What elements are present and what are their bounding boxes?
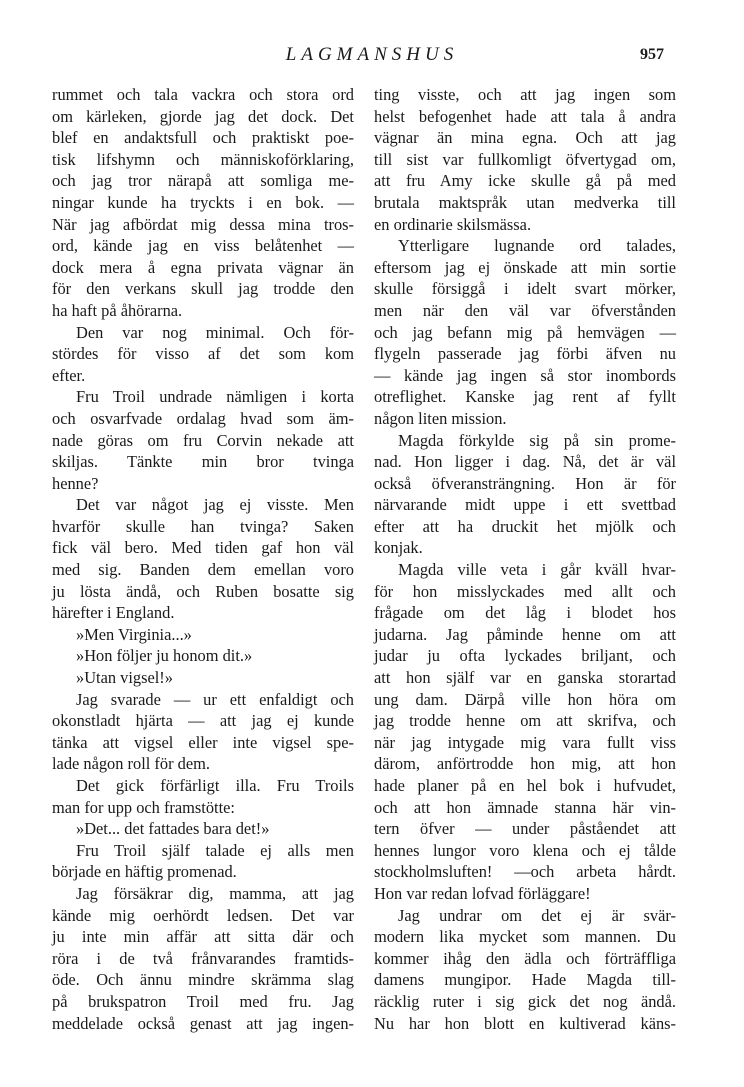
text-line: Det var något jag ej visste. Men (76, 495, 354, 515)
text-line: kommer ihåg den ädla och förträffliga (374, 948, 676, 968)
text-line: Jag svarade — ur ett enfaldigt och (76, 689, 354, 709)
text-line: — kände jag ingen så stor inombords (374, 365, 676, 385)
text-line: kände mig oerhördt ledsen. Det var (52, 905, 354, 925)
text-line: för den verkans skull jag trodde den (52, 279, 354, 299)
text-line: efter att ha druckit het mjölk och (374, 516, 676, 536)
text-line: När jag afbördat mig dessa mina tros- (52, 214, 354, 234)
text-line: ord, kände jag en viss belåtenhet — (52, 236, 354, 256)
text-line: öde. Och ännu mindre skrämma slag (52, 970, 354, 990)
text-line: eftersom jag ej önskade att min sortie (374, 257, 676, 277)
text-line: på brukspatron Troil med fru. Jag (52, 991, 354, 1011)
text-line: skiljas. Tänkte min bror tvinga (52, 452, 354, 472)
text-line: därom, anförtrodde hon mig, att hon (374, 754, 676, 774)
text-line: och jag befann mig på hemvägen — (374, 322, 676, 342)
text-line: frågade om det låg i blodet hos (374, 603, 676, 623)
text-line: vägnar än mina egna. Och att jag (374, 128, 676, 148)
text-line: modern lika mycket som mannen. Du (374, 927, 676, 947)
text-line: nad. Hon ligger i dag. Nå, det är väl (374, 452, 676, 472)
text-line: stördes för visso af det som kom (52, 344, 354, 364)
text-line: för hon misslyckades med allt och (374, 581, 676, 601)
text-line: ung dam. Därpå ville hon höra om (374, 689, 676, 709)
text-line: ningar kunde ha tryckts i en bok. — (52, 192, 354, 212)
text-line: tisk lifshymn och människoförklaring, (52, 149, 354, 169)
text-line: tänka att vigsel eller inte vigsel spe- (52, 732, 354, 752)
text-line: hvarför skulle han tvinga? Saken (52, 516, 354, 536)
left-text-column (52, 84, 354, 1034)
text-line: närvarande midt uppe i ett svettbad (374, 495, 676, 515)
text-line: efter. (52, 365, 86, 385)
text-line: »Utan vigsel!» (76, 668, 173, 688)
text-line: någon liten mission. (374, 408, 507, 428)
text-line: också öfveransträngning. Hon är för (374, 473, 676, 493)
text-line: hennes lungor voro klena och ej tålde (374, 840, 676, 860)
text-line: röra i de två frånvarandes framtids- (52, 948, 354, 968)
text-line: judar ju ofta lyckades briljant, och (374, 646, 676, 666)
text-line: nade göras om fru Corvin nekade att (52, 430, 354, 450)
text-line: men när den väl var öfverstånden (374, 300, 676, 320)
text-line: ju inte min affär att sitta där och (52, 927, 354, 947)
text-line: och osvarfvade ordalag hvad som äm- (52, 408, 354, 428)
text-line: Nu har hon blott en kultiverad käns- (374, 1013, 676, 1033)
text-line: Magda ville veta i går kväll hvar- (398, 560, 676, 580)
text-line: dock mera å egna privata vägnar än (52, 257, 354, 277)
text-line: när jag intygade mig vara fullt viss (374, 732, 676, 752)
text-line: ting visste, och att jag ingen som (374, 85, 676, 104)
text-line: blef en andaktsfull och praktiskt poe- (52, 128, 354, 148)
text-line: »Men Virginia...» (76, 624, 192, 644)
text-line: flygeln passerade jag förbi äfven nu (374, 344, 676, 364)
text-line: brutala maktspråk utan medverka till (374, 192, 676, 212)
text-line: rummet och tala vackra och stora ord (52, 85, 354, 104)
running-header-title: LAGMANSHUS (285, 44, 459, 65)
text-line: konjak. (374, 538, 423, 558)
text-line: började en häftig promenad. (52, 862, 237, 882)
text-line: Magda förkylde sig på sin prome- (398, 430, 676, 450)
text-line: henne? (52, 473, 99, 493)
text-line: otreflighet. Kanske jag rent af fyllt (374, 387, 676, 407)
text-line: Hon var redan lofvad förläggare! (374, 883, 591, 903)
text-line: om kärleken, gjorde jag det dock. Det (52, 106, 354, 126)
text-line: med sig. Banden dem emellan voro (52, 560, 354, 580)
text-line: att hon själf var en ganska storartad (374, 668, 676, 688)
text-line: man for upp och framstötte: (52, 797, 235, 817)
text-line: ha haft på åhörarna. (52, 300, 183, 320)
text-line: Ytterligare lugnande ord talades, (398, 236, 676, 256)
text-line: tern öfver — under påståendet att (374, 819, 676, 839)
text-line: meddelade också genast att jag ingen- (52, 1013, 354, 1033)
text-line: skulle försiggå i idelt svart mörker, (374, 279, 676, 299)
right-text-column (374, 84, 676, 1034)
text-line: härefter i England. (52, 603, 175, 623)
text-line: »Hon följer ju honom dit.» (76, 646, 253, 666)
text-line: Fru Troil undrade nämligen i korta (76, 387, 354, 407)
text-line: hade planer på en hel bok i hufvudet, (374, 776, 676, 795)
text-line: en ordinarie skilsmässa. (374, 214, 532, 234)
text-line: räcklig ruter i sig gick det nog ändå. (374, 991, 676, 1011)
text-line: lade någon roll för dem. (52, 754, 210, 774)
text-line: okonstladt hjärta — att jag ej kunde (52, 711, 354, 731)
text-line: Jag försäkrar dig, mamma, att jag (76, 883, 354, 903)
text-line: »Det... det fattades bara det!» (76, 819, 270, 839)
text-line: Den var nog minimal. Och för- (76, 322, 354, 342)
text-line: jag trodde henne om att skrifva, och (374, 711, 676, 731)
text-line: judarna. Jag påminde henne om att (374, 624, 676, 644)
text-line: att fru Amy icke skulle gå på med (374, 171, 676, 191)
text-line: stockholmsluften! —och arbeta hårdt. (374, 862, 676, 882)
text-line: Fru Troil själf talade ej alls men (76, 840, 354, 860)
text-line: och jag tror närapå att somliga me- (52, 171, 354, 191)
text-line: Jag undrar om det ej är svär- (398, 905, 676, 925)
text-line: helst befogenhet hade att tala å andra (374, 106, 676, 126)
text-line: ju lösta ändå, och Ruben bosatte sig (52, 581, 354, 601)
page-number: 957 (640, 46, 664, 63)
text-line: och att hon ämnade stanna här vin- (374, 797, 676, 817)
text-line: Det gick förfärligt illa. Fru Troils (76, 776, 354, 795)
text-line: till sist var fullkomligt öfvertygad om, (374, 149, 676, 169)
text-line: fick väl bero. Med tiden gaf hon väl (52, 538, 354, 558)
text-line: damens mungipor. Hade Magda till- (374, 970, 676, 990)
